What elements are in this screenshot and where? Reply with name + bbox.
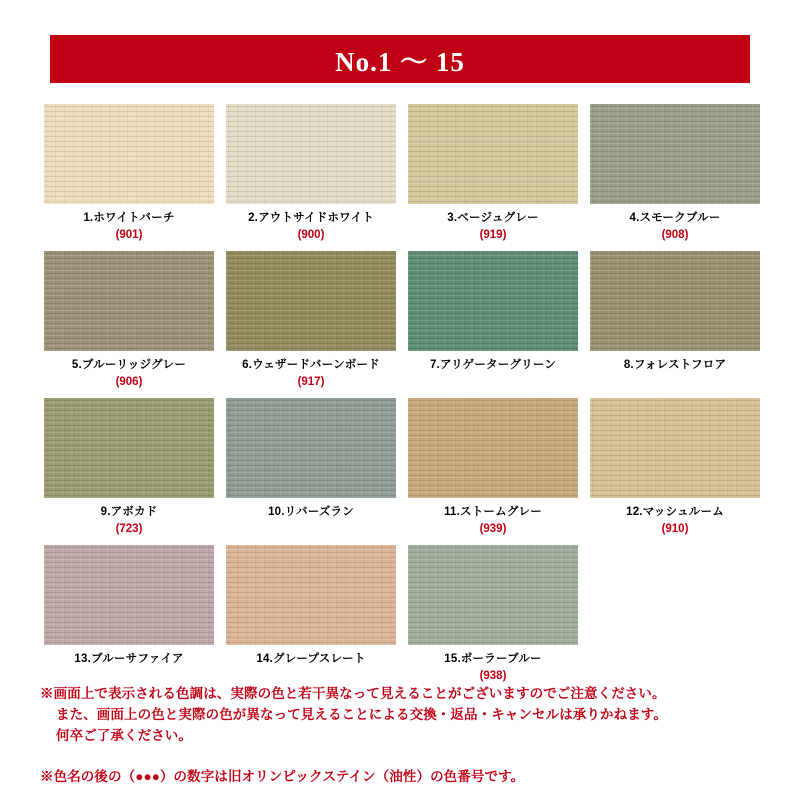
swatch-code: (939) — [479, 523, 507, 535]
swatch-item[interactable] — [220, 104, 402, 242]
swatch-name: 15.ポーラーブルー — [444, 653, 542, 665]
color-chip[interactable] — [408, 251, 578, 351]
swatch-name: 2.アウトサイドホワイト — [248, 212, 374, 224]
swatch-code: (919) — [479, 229, 507, 241]
swatch-code: (906) — [115, 376, 143, 388]
swatch-name: 5.ブルーリッジグレー — [71, 359, 187, 371]
color-chip[interactable] — [590, 104, 760, 204]
page-banner — [50, 35, 750, 83]
swatch-code: (908) — [661, 229, 689, 241]
disclaimer-line-3: 何卒ご了承ください。 — [56, 728, 192, 743]
swatch-item[interactable] — [38, 398, 220, 536]
swatch-item[interactable] — [584, 398, 766, 536]
color-chip[interactable] — [590, 251, 760, 351]
swatch-item[interactable] — [220, 545, 402, 683]
swatch-code: (917) — [297, 376, 325, 388]
swatch-name: 12.マッシュルーム — [626, 506, 724, 518]
swatch-item[interactable] — [402, 398, 584, 536]
swatch-name: 6.ウェザードバーンボード — [242, 359, 380, 371]
disclaimer-line-2: また、画面上の色と実際の色が異なって見えることによる交換・返品・キャンセルは承りかねます。 — [56, 707, 667, 722]
color-chip[interactable] — [44, 251, 214, 351]
color-chip[interactable] — [408, 545, 578, 645]
code-legend-note: ※色名の後の（●●●）の数字は旧オリンピックステイン（油性）の色番号です。 — [40, 769, 525, 784]
swatch-name: 9.アボカド — [100, 506, 158, 518]
swatch-name: 13.ブルーサファイア — [74, 653, 184, 665]
color-chip[interactable] — [590, 398, 760, 498]
swatch-item[interactable] — [38, 545, 220, 683]
swatch-name: 1.ホワイトバーチ — [83, 212, 175, 224]
swatch-item[interactable] — [402, 251, 584, 389]
swatch-item[interactable] — [584, 251, 766, 389]
swatch-name: 8.フォレストフロア — [623, 359, 727, 371]
swatch-item[interactable] — [38, 251, 220, 389]
swatch-name: 14.グレープスレート — [256, 653, 366, 665]
color-chip[interactable] — [226, 545, 396, 645]
swatch-item[interactable] — [220, 398, 402, 536]
color-chip[interactable] — [226, 104, 396, 204]
color-chip[interactable] — [226, 398, 396, 498]
swatch-name: 11.ストームグレー — [444, 506, 542, 518]
swatch-name: 7.アリゲーターグリーン — [429, 359, 557, 371]
swatch-code: (901) — [115, 229, 143, 241]
disclaimer-line-1: ※画面上で表示される色調は、実際の色と若干異なって見えることがございますのでご注意ください。 — [40, 686, 666, 701]
color-chip[interactable] — [408, 104, 578, 204]
color-chip[interactable] — [44, 398, 214, 498]
swatch-name: 10.リバーズラン — [268, 506, 354, 518]
page-title: No.1 ～ 15 — [335, 46, 465, 77]
notes-section — [40, 683, 760, 787]
color-chip[interactable] — [44, 104, 214, 204]
swatch-item[interactable] — [402, 104, 584, 242]
swatch-item[interactable] — [220, 251, 402, 389]
disclaimer-note — [40, 683, 760, 746]
swatch-code: (723) — [115, 523, 143, 535]
swatch-item[interactable] — [584, 104, 766, 242]
swatch-name: 4.スモークブルー — [629, 212, 721, 224]
swatch-code: (938) — [479, 670, 507, 682]
swatch-grid — [38, 104, 766, 692]
swatch-code: (910) — [661, 523, 689, 535]
swatch-item[interactable] — [402, 545, 584, 683]
swatch-code: (900) — [297, 229, 325, 241]
color-chip[interactable] — [408, 398, 578, 498]
swatch-item[interactable] — [38, 104, 220, 242]
color-chip[interactable] — [226, 251, 396, 351]
color-chip[interactable] — [44, 545, 214, 645]
swatch-name: 3.ベージュグレー — [447, 212, 539, 224]
